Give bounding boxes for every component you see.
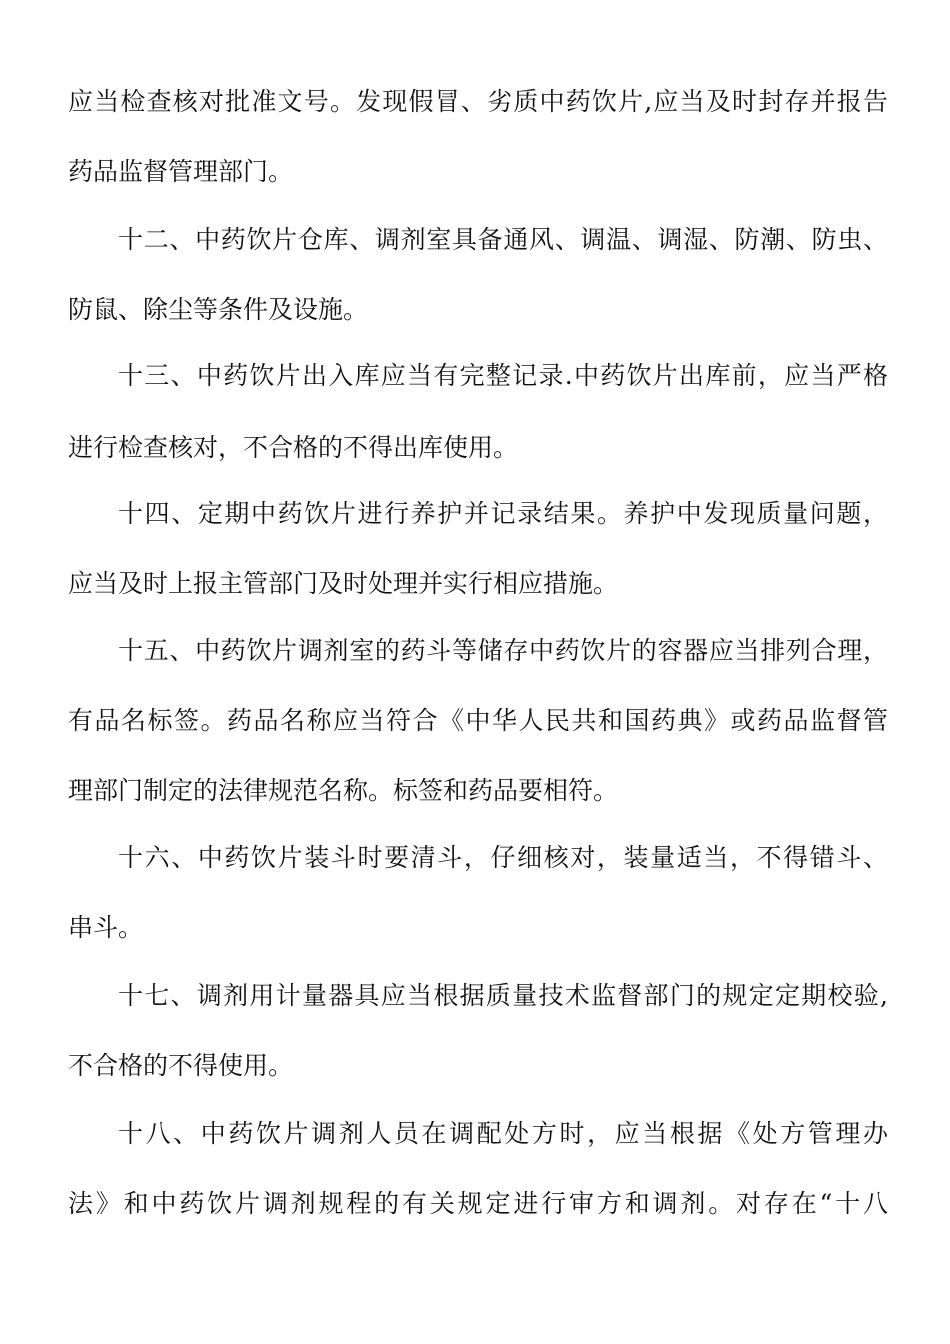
paragraph-line: 药品监督管理部门。 xyxy=(68,157,294,186)
paragraph-line: 进行检查核对，不合格的不得出库使用。 xyxy=(68,433,519,462)
paragraph-line: 十八、中药饮片调剂人员在调配处方时，应当根据《处方管理办 xyxy=(118,1119,888,1148)
paragraph-line: 串斗。 xyxy=(68,913,144,942)
paragraph-line: 十六、中药饮片装斗时要清斗，仔细核对，装量适当，不得错斗、 xyxy=(118,843,888,872)
paragraph-line: 不合格的不得使用。 xyxy=(68,1051,294,1080)
paragraph-line: 十五、中药饮片调剂室的药斗等储存中药饮片的容器应当排列合理， xyxy=(118,636,888,665)
paragraph-line: 理部门制定的法律规范名称。标签和药品要相符。 xyxy=(68,776,619,805)
paragraph-line: 十四、定期中药饮片进行养护并记录结果。养护中发现质量问题， xyxy=(118,499,888,528)
paragraph-line: 应当检查核对批准文号。发现假冒、劣质中药饮片,应当及时封存并报告 xyxy=(68,87,888,116)
paragraph-line: 十三、中药饮片出入库应当有完整记录.中药饮片出库前，应当严格 xyxy=(118,361,888,390)
paragraph-line: 防鼠、除尘等条件及设施。 xyxy=(68,295,369,324)
paragraph-line: 十七、调剂用计量器具应当根据质量技术监督部门的规定定期校验, xyxy=(118,981,888,1010)
paragraph-line: 有品名标签。药品名称应当符合《中华人民共和国药典》或药品监督管 xyxy=(68,706,888,735)
paragraph-line: 应当及时上报主管部门及时处理并实行相应措施。 xyxy=(68,569,619,598)
paragraph-line: 十二、中药饮片仓库、调剂室具备通风、调温、调湿、防潮、防虫、 xyxy=(118,225,888,254)
paragraph-line: 法》和中药饮片调剂规程的有关规定进行审方和调剂。对存在“十八 xyxy=(68,1189,888,1218)
